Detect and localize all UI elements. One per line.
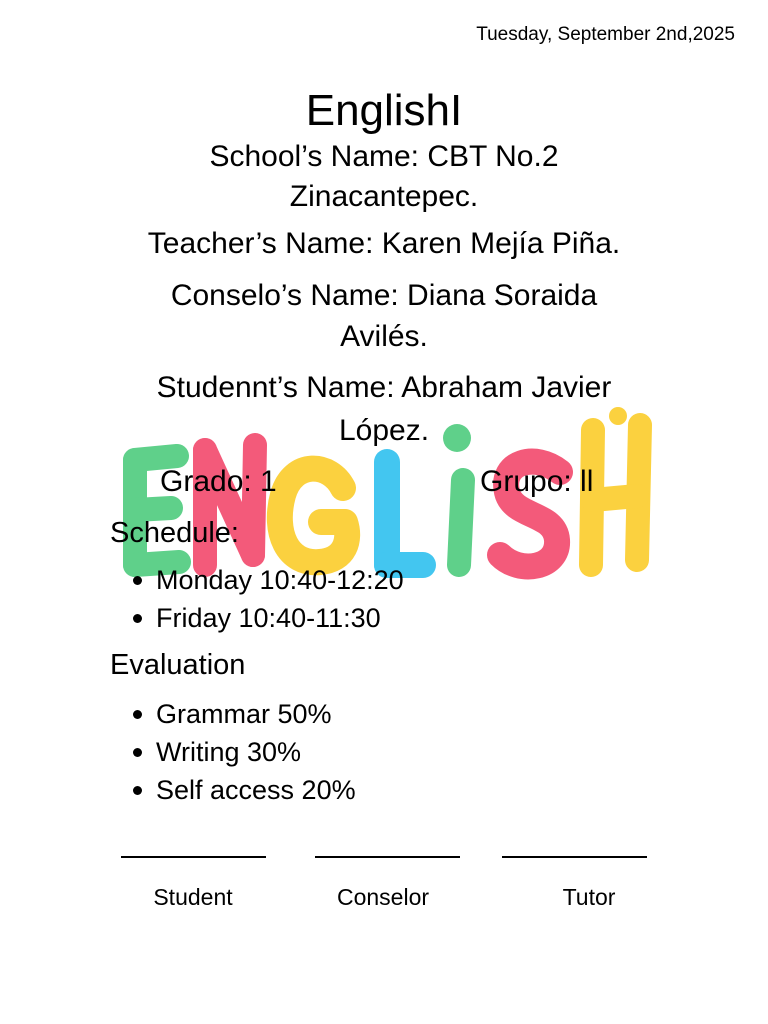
schedule-heading: Schedule:: [110, 517, 239, 549]
evaluation-list: [110, 695, 356, 809]
counselor-name-line2: Avilés.: [340, 320, 428, 353]
page-title: EnglishI: [305, 86, 463, 135]
student-name-line2: López.: [338, 414, 430, 447]
evaluation-item: Grammar 50%: [110, 695, 356, 733]
date-text: Tuesday, September 2nd,2025: [476, 24, 735, 45]
school-name-line1: School’s Name: CBT No.2: [209, 140, 559, 173]
schedule-list: [110, 561, 404, 637]
evaluation-item: Self access 20%: [110, 771, 356, 809]
grade-text: Grado: 1: [160, 465, 277, 498]
counselor-signature-label: Conselor: [336, 884, 430, 910]
schedule-item: Monday 10:40-12:20: [110, 561, 404, 599]
counselor-name-line1: Conselo’s Name: Diana Soraida: [170, 279, 598, 312]
counselor-signature-line: [315, 856, 460, 858]
evaluation-heading: Evaluation: [110, 649, 246, 681]
student-name-line1: Studennt’s Name: Abraham Javier: [156, 371, 612, 404]
tutor-signature-label: Tutor: [562, 884, 616, 910]
teacher-name: Teacher’s Name: Karen Mejía Piña.: [147, 227, 621, 260]
school-name-line2: Zinacantepec.: [289, 180, 479, 213]
schedule-item: Friday 10:40-11:30: [110, 599, 404, 637]
tutor-signature-line: [502, 856, 647, 858]
group-text: Grupo: ll: [480, 465, 594, 498]
evaluation-item: Writing 30%: [110, 733, 356, 771]
student-signature-line: [121, 856, 266, 858]
student-signature-label: Student: [153, 884, 233, 910]
